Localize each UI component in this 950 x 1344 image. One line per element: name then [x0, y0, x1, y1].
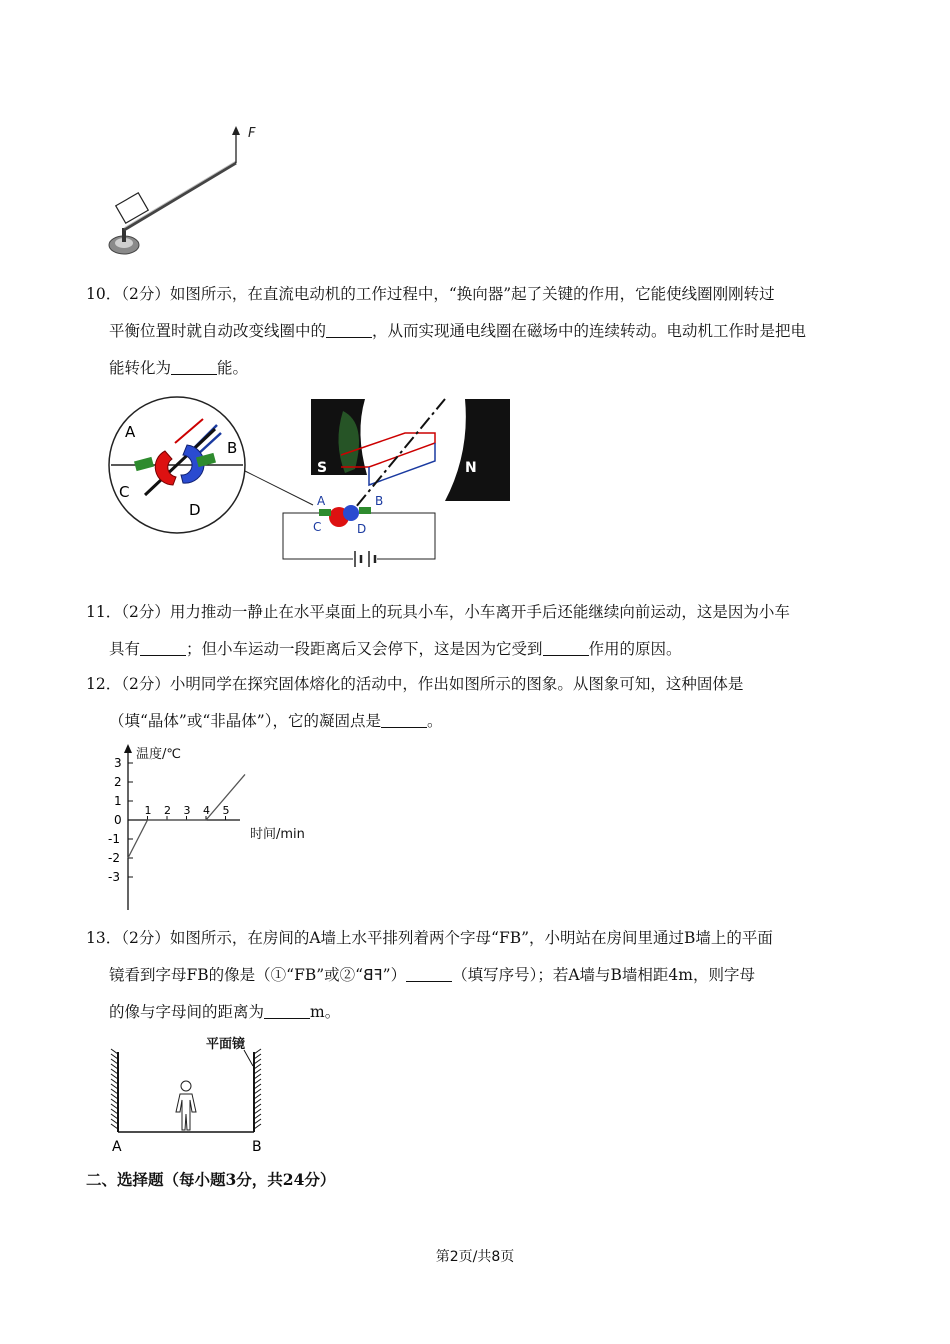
- q12-blank1[interactable]: [381, 712, 427, 729]
- hatch-line: [254, 1049, 261, 1054]
- hatch-line: [111, 1069, 118, 1074]
- q11-blank2[interactable]: [543, 640, 589, 657]
- q13-line2a: 镜看到字母FB的像是（①“FB”或②“: [109, 966, 364, 984]
- hatch-line: [254, 1124, 261, 1129]
- q13-line2b: ”）: [382, 966, 407, 984]
- hatch-line: [111, 1049, 118, 1054]
- label-n: N: [465, 460, 477, 476]
- mirror-label: 平面镜: [206, 1037, 246, 1052]
- x-tick-label: 5: [222, 804, 230, 817]
- q12-line2a: （填“晶体”或“非晶体”），它的凝固点是: [109, 712, 381, 730]
- hatch-line: [111, 1109, 118, 1114]
- small-label-c: C: [313, 520, 322, 534]
- q13-blank2[interactable]: [264, 1003, 310, 1020]
- q10-line2b: ，从而实现通电线圈在磁场中的连续转动。电动机工作时是把电: [372, 322, 807, 340]
- small-label-d: D: [357, 522, 367, 536]
- x-tick-label: 4: [203, 804, 210, 817]
- hatch-line: [254, 1079, 261, 1084]
- y-tick-label: -3: [108, 870, 120, 884]
- hatch-line: [111, 1079, 118, 1084]
- hatch-line: [254, 1094, 261, 1099]
- hatch-line: [111, 1119, 118, 1124]
- q10-line2a: 平衡位置时就自动改变线圈中的: [109, 322, 327, 340]
- magnet-n: [445, 399, 510, 501]
- q11-blank1[interactable]: [140, 640, 186, 657]
- q13-blank1[interactable]: [406, 966, 452, 983]
- hatch-line: [254, 1089, 261, 1094]
- hatch-line: [111, 1094, 118, 1099]
- hatch-line: [111, 1124, 118, 1129]
- hatch-line: [111, 1114, 118, 1119]
- hatch-line: [254, 1069, 261, 1074]
- x-tick-label: 2: [164, 804, 171, 817]
- hatch-line: [111, 1054, 118, 1059]
- label-d: D: [189, 501, 201, 519]
- motor-figure: [105, 393, 515, 573]
- y-axis-label: 温度/℃: [136, 747, 181, 762]
- temperature-chart: [100, 740, 330, 915]
- small-commutator-blue: [343, 505, 359, 521]
- small-brush-right: [359, 507, 371, 514]
- hatch-line: [111, 1064, 118, 1069]
- small-label-b: B: [375, 494, 384, 508]
- q13-line1: 13．（2分）如图所示，在房间的A墙上水平排列着两个字母“FB”，小明站在房间里通过B墙上的平面: [86, 929, 773, 947]
- wall-b-hatch: [254, 1049, 261, 1129]
- hatch-line: [254, 1054, 261, 1059]
- question-11: [86, 594, 866, 668]
- small-brush-left: [319, 509, 331, 516]
- label-s: S: [317, 460, 328, 476]
- mirrored-fb: FB: [363, 966, 383, 984]
- hatch-line: [254, 1109, 261, 1114]
- hatch-line: [111, 1074, 118, 1079]
- q10-blank2[interactable]: [171, 359, 217, 376]
- wall-a-hatch: [111, 1049, 118, 1129]
- y-axis-arrow: [124, 744, 132, 753]
- circuit-wire-right: [371, 513, 435, 559]
- page-footer: 第2页/共8页: [435, 1249, 515, 1265]
- mirror-pointer: [244, 1050, 253, 1066]
- y-tick-label: 1: [114, 794, 122, 808]
- person-icon: [176, 1081, 196, 1130]
- hatch-line: [111, 1099, 118, 1104]
- q13-line3b: m。: [310, 1003, 341, 1021]
- force-label: F: [248, 126, 256, 141]
- label-b: B: [227, 439, 238, 457]
- force-arrowhead: [232, 126, 240, 135]
- small-label-a: A: [317, 494, 326, 508]
- label-a: A: [125, 423, 136, 441]
- q11-line2a: 具有: [109, 640, 141, 658]
- hatch-line: [254, 1119, 261, 1124]
- hatch-line: [254, 1084, 261, 1089]
- label-c: C: [119, 483, 130, 501]
- y-tick-label: -2: [108, 851, 120, 865]
- q11-line2c: 作用的原因。: [588, 640, 682, 658]
- q10-line1: 10．（2分）如图所示，在直流电动机的工作过程中，“换向器”起了关键的作用，它能使线圈刚刚转过: [86, 285, 775, 303]
- question-13: [86, 920, 866, 1031]
- hatch-line: [254, 1064, 261, 1069]
- hatch-line: [111, 1084, 118, 1089]
- hatch-line: [111, 1089, 118, 1094]
- wall-a-label: A: [112, 1139, 122, 1155]
- lever-bar-highlight: [124, 161, 236, 228]
- hatch-line: [254, 1099, 261, 1104]
- q10-line3b: 能。: [217, 359, 249, 377]
- wall-b-label: B: [252, 1139, 262, 1155]
- x-tick-label: 3: [183, 804, 191, 817]
- q11-line2b: ；但小车运动一段距离后又会停下，这是因为它受到: [186, 640, 543, 658]
- question-10: [86, 276, 866, 387]
- q12-line2b: 。: [426, 712, 443, 730]
- y-tick-label: 2: [114, 775, 122, 789]
- y-tick-label: 0: [114, 813, 122, 827]
- zoom-pointer: [245, 471, 313, 505]
- y-tick-label: -1: [108, 832, 120, 846]
- hatch-line: [254, 1059, 261, 1064]
- hatch-line: [254, 1114, 261, 1119]
- room-figure: [106, 1034, 276, 1156]
- lever-figure: [105, 120, 265, 260]
- question-12: [86, 666, 866, 740]
- hatch-line: [254, 1074, 261, 1079]
- y-tick-label: 3: [114, 756, 122, 770]
- x-tick-label: 1: [144, 804, 152, 817]
- hatch-line: [111, 1104, 118, 1109]
- x-axis-label: 时间/min: [250, 827, 305, 842]
- q13-line2c: （填写序号）；若A墙与B墙相距4m，则字母: [452, 966, 755, 984]
- hatch-line: [254, 1104, 261, 1109]
- hatch-line: [111, 1059, 118, 1064]
- q10-line3a: 能转化为: [109, 359, 172, 377]
- q11-line1: 11．（2分）用力推动一静止在水平桌面上的玩具小车，小车离开手后还能继续向前运动，这是因为小车: [86, 603, 790, 621]
- q12-line1: 12．（2分）小明同学在探究固体熔化的活动中，作出如图所示的图象。从图象可知，这种固体是: [86, 675, 744, 693]
- q10-blank1[interactable]: [326, 322, 372, 339]
- q13-line3a: 的像与字母间的距离为: [109, 1003, 265, 1021]
- section-2-heading: 二、选择题（每小题3分，共24分）: [86, 1170, 336, 1189]
